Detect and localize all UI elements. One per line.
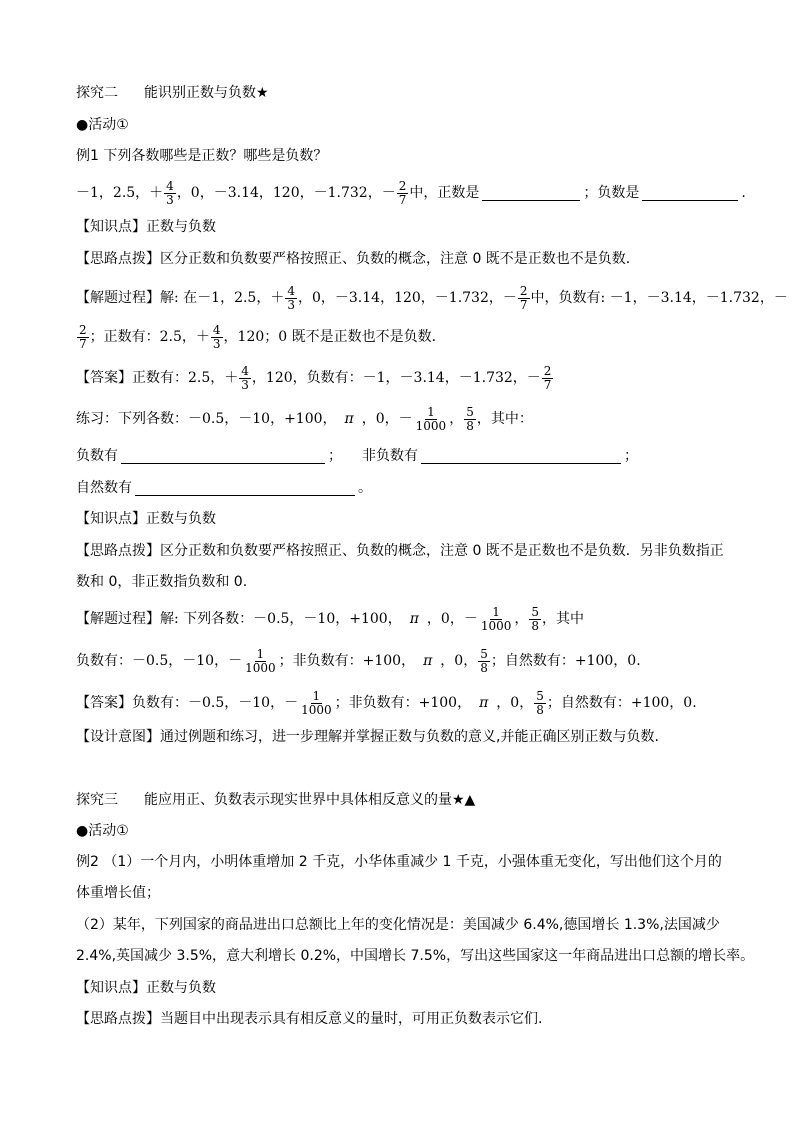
section3-subtitle: 能应用正、负数表示现实世界中具体相反意义的量★▲ bbox=[144, 792, 476, 808]
activity-label-2: ●活动① bbox=[76, 823, 129, 839]
knowledge-point-2: 【知识点】 正数与负数 bbox=[76, 511, 216, 527]
section2-title: 探究二 bbox=[76, 85, 118, 101]
fraction-1-1000: $\frac{1}{1000}$ bbox=[301, 688, 332, 717]
fraction-4-3: $\frac{4}{3}$ bbox=[212, 322, 221, 351]
fraction-5-8: $\frac{5}{8}$ bbox=[536, 688, 544, 717]
solution-1-line2: $\frac{2}{7}$ ；正数有：2.5，＋ $\frac{4}{3}$ ，120；0 既不是正数也不是负数. bbox=[79, 322, 437, 351]
fraction-1-1000: $\frac{1}{1000}$ bbox=[415, 404, 447, 433]
practice-question: 练习：下列各数：－0.5，－10，+100， π ，0，－ $\frac{1}{1000}$ ， $\frac{5}{8}$ ，其中： bbox=[76, 404, 533, 433]
fraction-2-7: $\frac{2}{7}$ bbox=[398, 178, 407, 207]
negative-numbers-blank[interactable] bbox=[121, 449, 325, 464]
non-negative-numbers-blank[interactable] bbox=[421, 449, 621, 464]
section3-heading bbox=[76, 790, 475, 810]
hint-2-line1: 【思路点拨】 区分正数和负数要严格按照正、负数的概念，注意 0 既不是正数也不是负数．另非负数指正 bbox=[76, 543, 724, 559]
pi-symbol: π bbox=[423, 653, 433, 669]
section2-subtitle: 能识别正数与负数★ bbox=[144, 85, 269, 101]
fraction-4-3: $\frac{4}{3}$ bbox=[166, 178, 174, 207]
natural-numbers-blank[interactable] bbox=[135, 481, 355, 496]
positive-answer-blank[interactable] bbox=[482, 186, 580, 201]
pi-symbol: π bbox=[409, 611, 419, 627]
section3-title: 探究三 bbox=[76, 792, 118, 808]
example2-part1-line2: 体重增长值； bbox=[76, 885, 160, 901]
example2-part1-line1: 例2 （1）一个月内，小明体重增加 2 千克，小华体重减少 1 千克，小强体重无变化，写出他们这个月的 bbox=[76, 854, 722, 870]
hint-2-line2: 数和 0，非正数指负数和 0. bbox=[76, 574, 248, 590]
practice-blanks-2: 自然数有 。 bbox=[76, 480, 372, 496]
example2-part2-line1: （2）某年，下列国家的商品进出口总额比上年的变化情况是：美国减少 6.4%,德国增长 1.3%,法国减少 bbox=[76, 917, 720, 933]
example1-question: 例1 下列各数哪些是正数？哪些是负数？ bbox=[76, 148, 328, 164]
activity-label: ●活动① bbox=[76, 117, 129, 133]
knowledge-point-1: 【知识点】 正数与负数 bbox=[76, 219, 216, 235]
negative-answer-blank[interactable] bbox=[642, 186, 738, 201]
pi-symbol: π bbox=[479, 695, 489, 711]
design-intent: 【设计意图】 通过例题和练习，进一步理解并掌握正数与负数的意义,并能正确区别正数与负数. bbox=[76, 729, 659, 745]
example1-numbers: －1，2.5，＋ $\frac{4}{3}$ ，0，－3.14，120，－1.732，－ $\frac{2}{7}$ 中，正数是 ；负数是 . bbox=[76, 178, 746, 207]
fraction-4-3: $\frac{4}{3}$ bbox=[287, 283, 295, 312]
fraction-4-3: $\frac{4}{3}$ bbox=[241, 363, 249, 392]
fraction-1-1000: $\frac{1}{1000}$ bbox=[480, 604, 512, 633]
fraction-2-7: $\frac{2}{7}$ bbox=[79, 322, 87, 351]
hint-1: 【思路点拨】 区分正数和负数要严格按照正、负数的概念，注意 0 既不是正数也不是负数. bbox=[76, 251, 631, 267]
pi-symbol: π bbox=[344, 411, 354, 427]
fraction-2-7: $\frac{2}{7}$ bbox=[543, 363, 552, 392]
solution-1-line1: 【解题过程】 解: 在－1，2.5，＋ $\frac{4}{3}$ ，0，－3.14，120，－1.732，－ $\frac{2}{7}$ 中，负数有: －1，－3.14，－1.732，－ bbox=[76, 283, 788, 312]
example2-part2-line2: 2.4%,英国减少 3.5%，意大利增长 0.2%，中国增长 7.5%，写出这些国家这一年商品进出口总额的增长率。 bbox=[76, 948, 755, 964]
fraction-5-8: $\frac{5}{8}$ bbox=[480, 646, 488, 675]
hint-3: 【思路点拨】 当题目中出现表示具有相反意义的量时，可用正负数表示它们. bbox=[76, 1011, 543, 1027]
knowledge-point-3: 【知识点】 正数与负数 bbox=[76, 980, 216, 996]
practice-blanks-1: 负数有 ； 非负数有 ； bbox=[76, 448, 638, 464]
answer-1: 【答案】 正数有：2.5，＋ $\frac{4}{3}$ ，120，负数有：－1，－3.14，－1.732，－ $\frac{2}{7}$ bbox=[76, 363, 552, 392]
fraction-5-8: $\frac{5}{8}$ bbox=[466, 404, 474, 433]
answer-2: 【答案】 负数有：－0.5，－10，－ $\frac{1}{1000}$ ；非负数有：+100， π ，0， $\frac{5}{8}$ ；自然数有：+100，0. bbox=[76, 688, 697, 717]
fraction-2-7: $\frac{2}{7}$ bbox=[519, 283, 528, 312]
solution-2-line1: 【解题过程】 解: 下列各数：－0.5，－10，+100， π ，0，－ $\frac{1}{1000}$ ， $\frac{5}{8}$ ，其中 bbox=[76, 604, 585, 633]
fraction-5-8: $\frac{5}{8}$ bbox=[531, 604, 540, 633]
section2-heading bbox=[76, 83, 269, 103]
fraction-1-1000: $\frac{1}{1000}$ bbox=[245, 646, 276, 675]
solution-2-line2: 负数有：－0.5，－10，－ $\frac{1}{1000}$ ；非负数有：+100， π ，0， $\frac{5}{8}$ ；自然数有：+100，0. bbox=[76, 646, 641, 675]
